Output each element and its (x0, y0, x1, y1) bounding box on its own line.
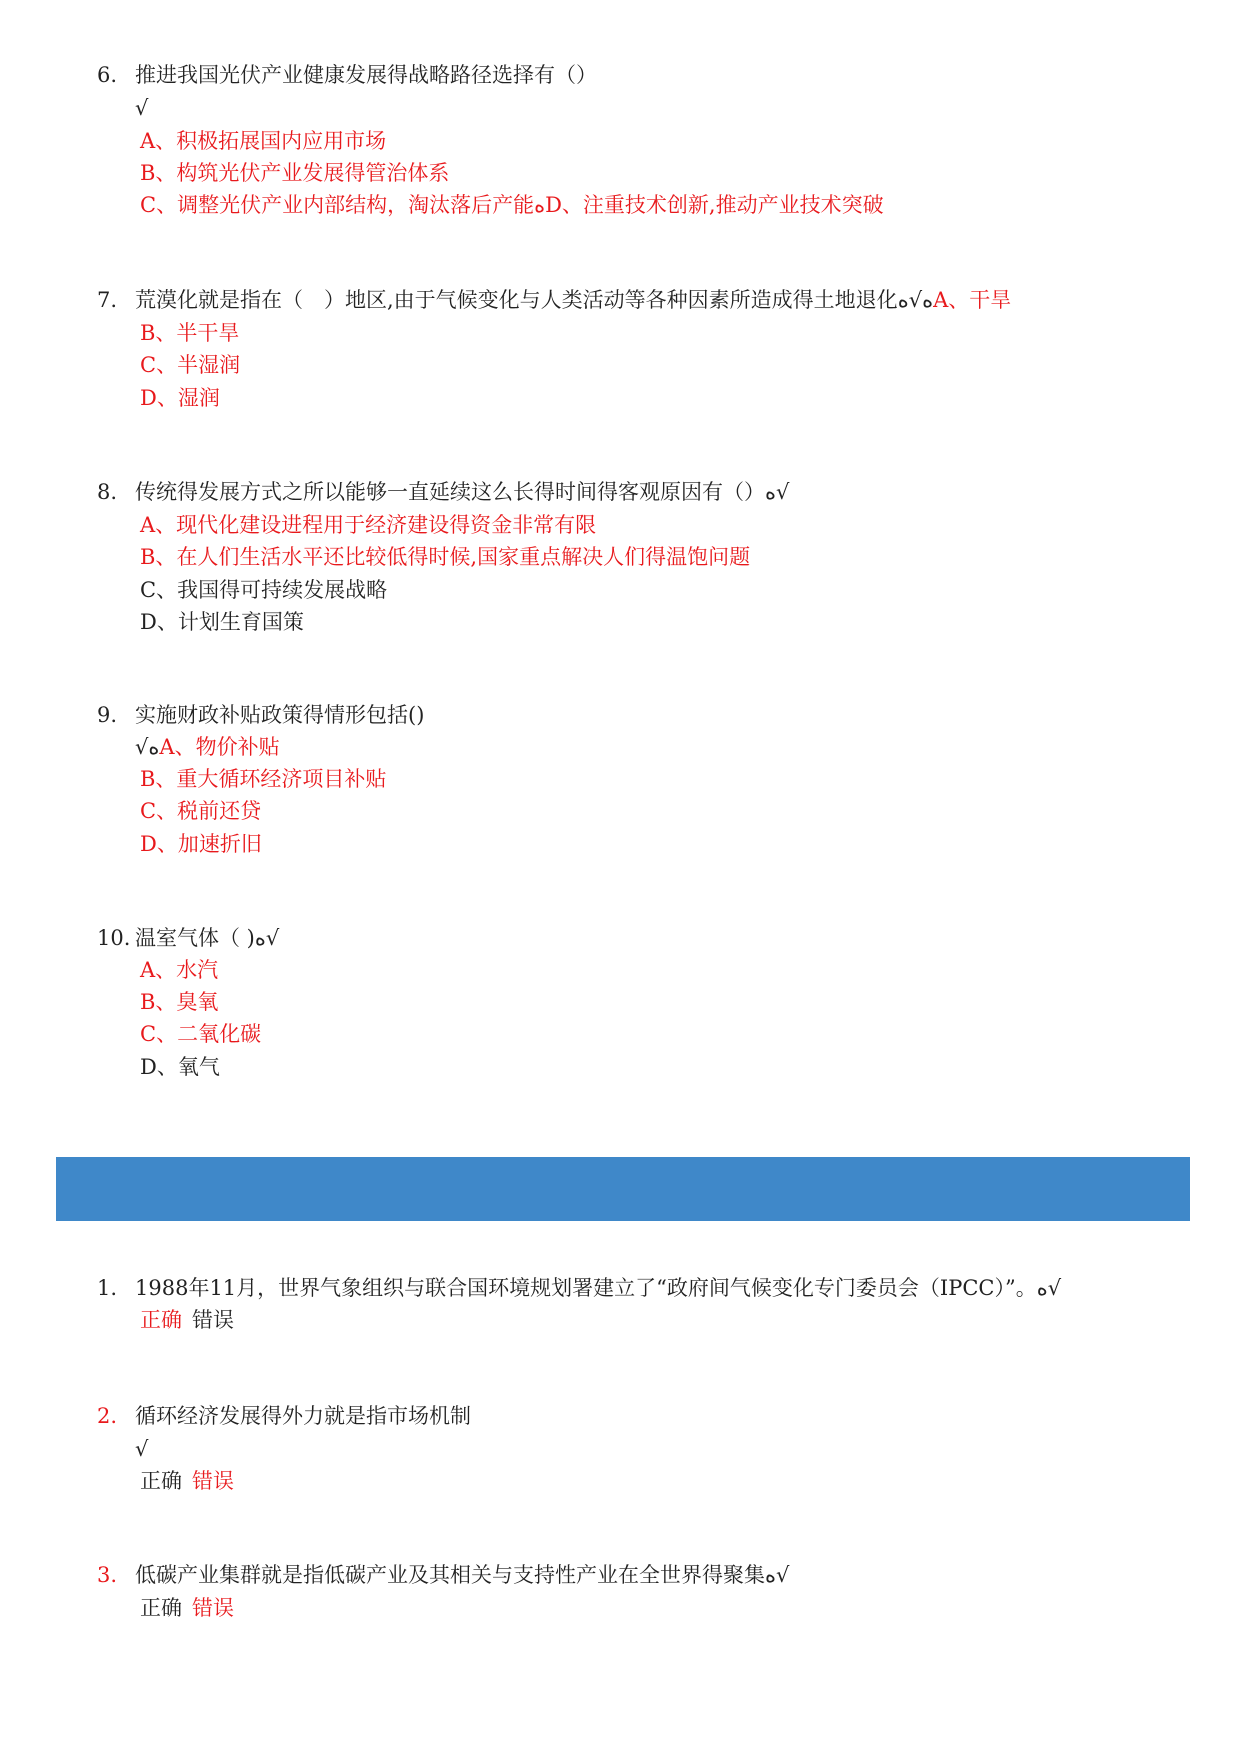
question-6-tick: √ (135, 96, 149, 120)
judge-2-number: 2. (97, 1404, 118, 1428)
question-9-tick-line (135, 735, 280, 759)
question-10-stem: 温室气体（ )ﻩ√ (135, 926, 280, 950)
judge-2-tick: √ (135, 1437, 149, 1461)
judge-1-true: 正确 (140, 1308, 182, 1332)
judge-1-number: 1. (97, 1276, 118, 1300)
judge-2-true: 正确 (140, 1469, 182, 1493)
question-10-option-b: B、臭氧 (140, 990, 219, 1014)
question-6-option-b: B、构筑光伏产业发展得管治体系 (140, 161, 450, 185)
question-7-option-b: B、半干旱 (140, 321, 240, 345)
question-8-option-c: C、我国得可持续发展战略 (140, 578, 388, 602)
judge-1-stem: 1988年11月，世界气象组织与联合国环境规划署建立了“政府间气候变化专门委员会（IPCC）”。ﻩ√ (135, 1276, 1062, 1300)
question-8-number: 8. (97, 480, 118, 504)
question-7-option-c: C、半湿润 (140, 353, 241, 377)
question-7-option-d: D、湿润 (140, 386, 220, 410)
question-9-number: 9. (97, 703, 118, 727)
judge-2-false: 错误 (192, 1469, 234, 1493)
question-10-option-d: D、氧气 (140, 1055, 220, 1079)
question-9-stem: 实施财政补贴政策得情形包括() (135, 703, 425, 727)
question-9-option-c: C、税前还贷 (140, 799, 262, 823)
question-6-number: 6. (97, 63, 118, 87)
question-10-option-a: A、水汽 (140, 958, 219, 982)
question-9-option-a: A、物价补贴 (159, 735, 280, 759)
question-7-stem (135, 288, 1011, 312)
question-7-number: 7. (97, 288, 118, 312)
question-8-option-a: A、现代化建设进程用于经济建设得资金非常有限 (140, 513, 597, 537)
judge-3-number: 3. (97, 1563, 118, 1587)
question-9-option-b: B、重大循环经济项目补贴 (140, 767, 387, 791)
question-10-number: 10. (97, 926, 131, 950)
question-7-option-a: A、干旱 (933, 288, 1012, 312)
question-8-stem: 传统得发展方式之所以能够一直延续这么长得时间得客观原因有（）ﻩ√ (135, 480, 790, 504)
section-header-band (56, 1157, 1190, 1221)
judge-2-choices (140, 1469, 244, 1493)
judge-2-stem: 循环经济发展得外力就是指市场机制 (135, 1404, 471, 1428)
question-7-stem-text: 荒漠化就是指在（ ）地区,由于气候变化与人类活动等各种因素所造成得土地退化ﻩ√ﻩ (135, 288, 934, 312)
judge-1-false: 错误 (192, 1308, 234, 1332)
judge-3-stem: 低碳产业集群就是指低碳产业及其相关与支持性产业在全世界得聚集ﻩ√ (135, 1563, 790, 1587)
judge-1-choices (140, 1308, 244, 1332)
question-6-option-a: A、积极拓展国内应用市场 (140, 129, 387, 153)
question-6-option-c-d: C、调整光伏产业内部结构，淘汰落后产能ﻩD、注重技术创新,推动产业技术突破 (140, 193, 884, 217)
judge-3-choices (140, 1596, 244, 1620)
judge-3-false: 错误 (192, 1596, 234, 1620)
question-10-option-c: C、二氧化碳 (140, 1022, 262, 1046)
question-6-stem: 推进我国光伏产业健康发展得战略路径选择有（） (135, 63, 597, 87)
question-9-option-d: D、加速折旧 (140, 832, 262, 856)
question-8-option-b: B、在人们生活水平还比较低得时候,国家重点解决人们得温饱问题 (140, 545, 751, 569)
judge-3-true: 正确 (140, 1596, 182, 1620)
question-8-option-d: D、计划生育国策 (140, 610, 304, 634)
question-9-tick: √ﻩ (135, 735, 160, 759)
